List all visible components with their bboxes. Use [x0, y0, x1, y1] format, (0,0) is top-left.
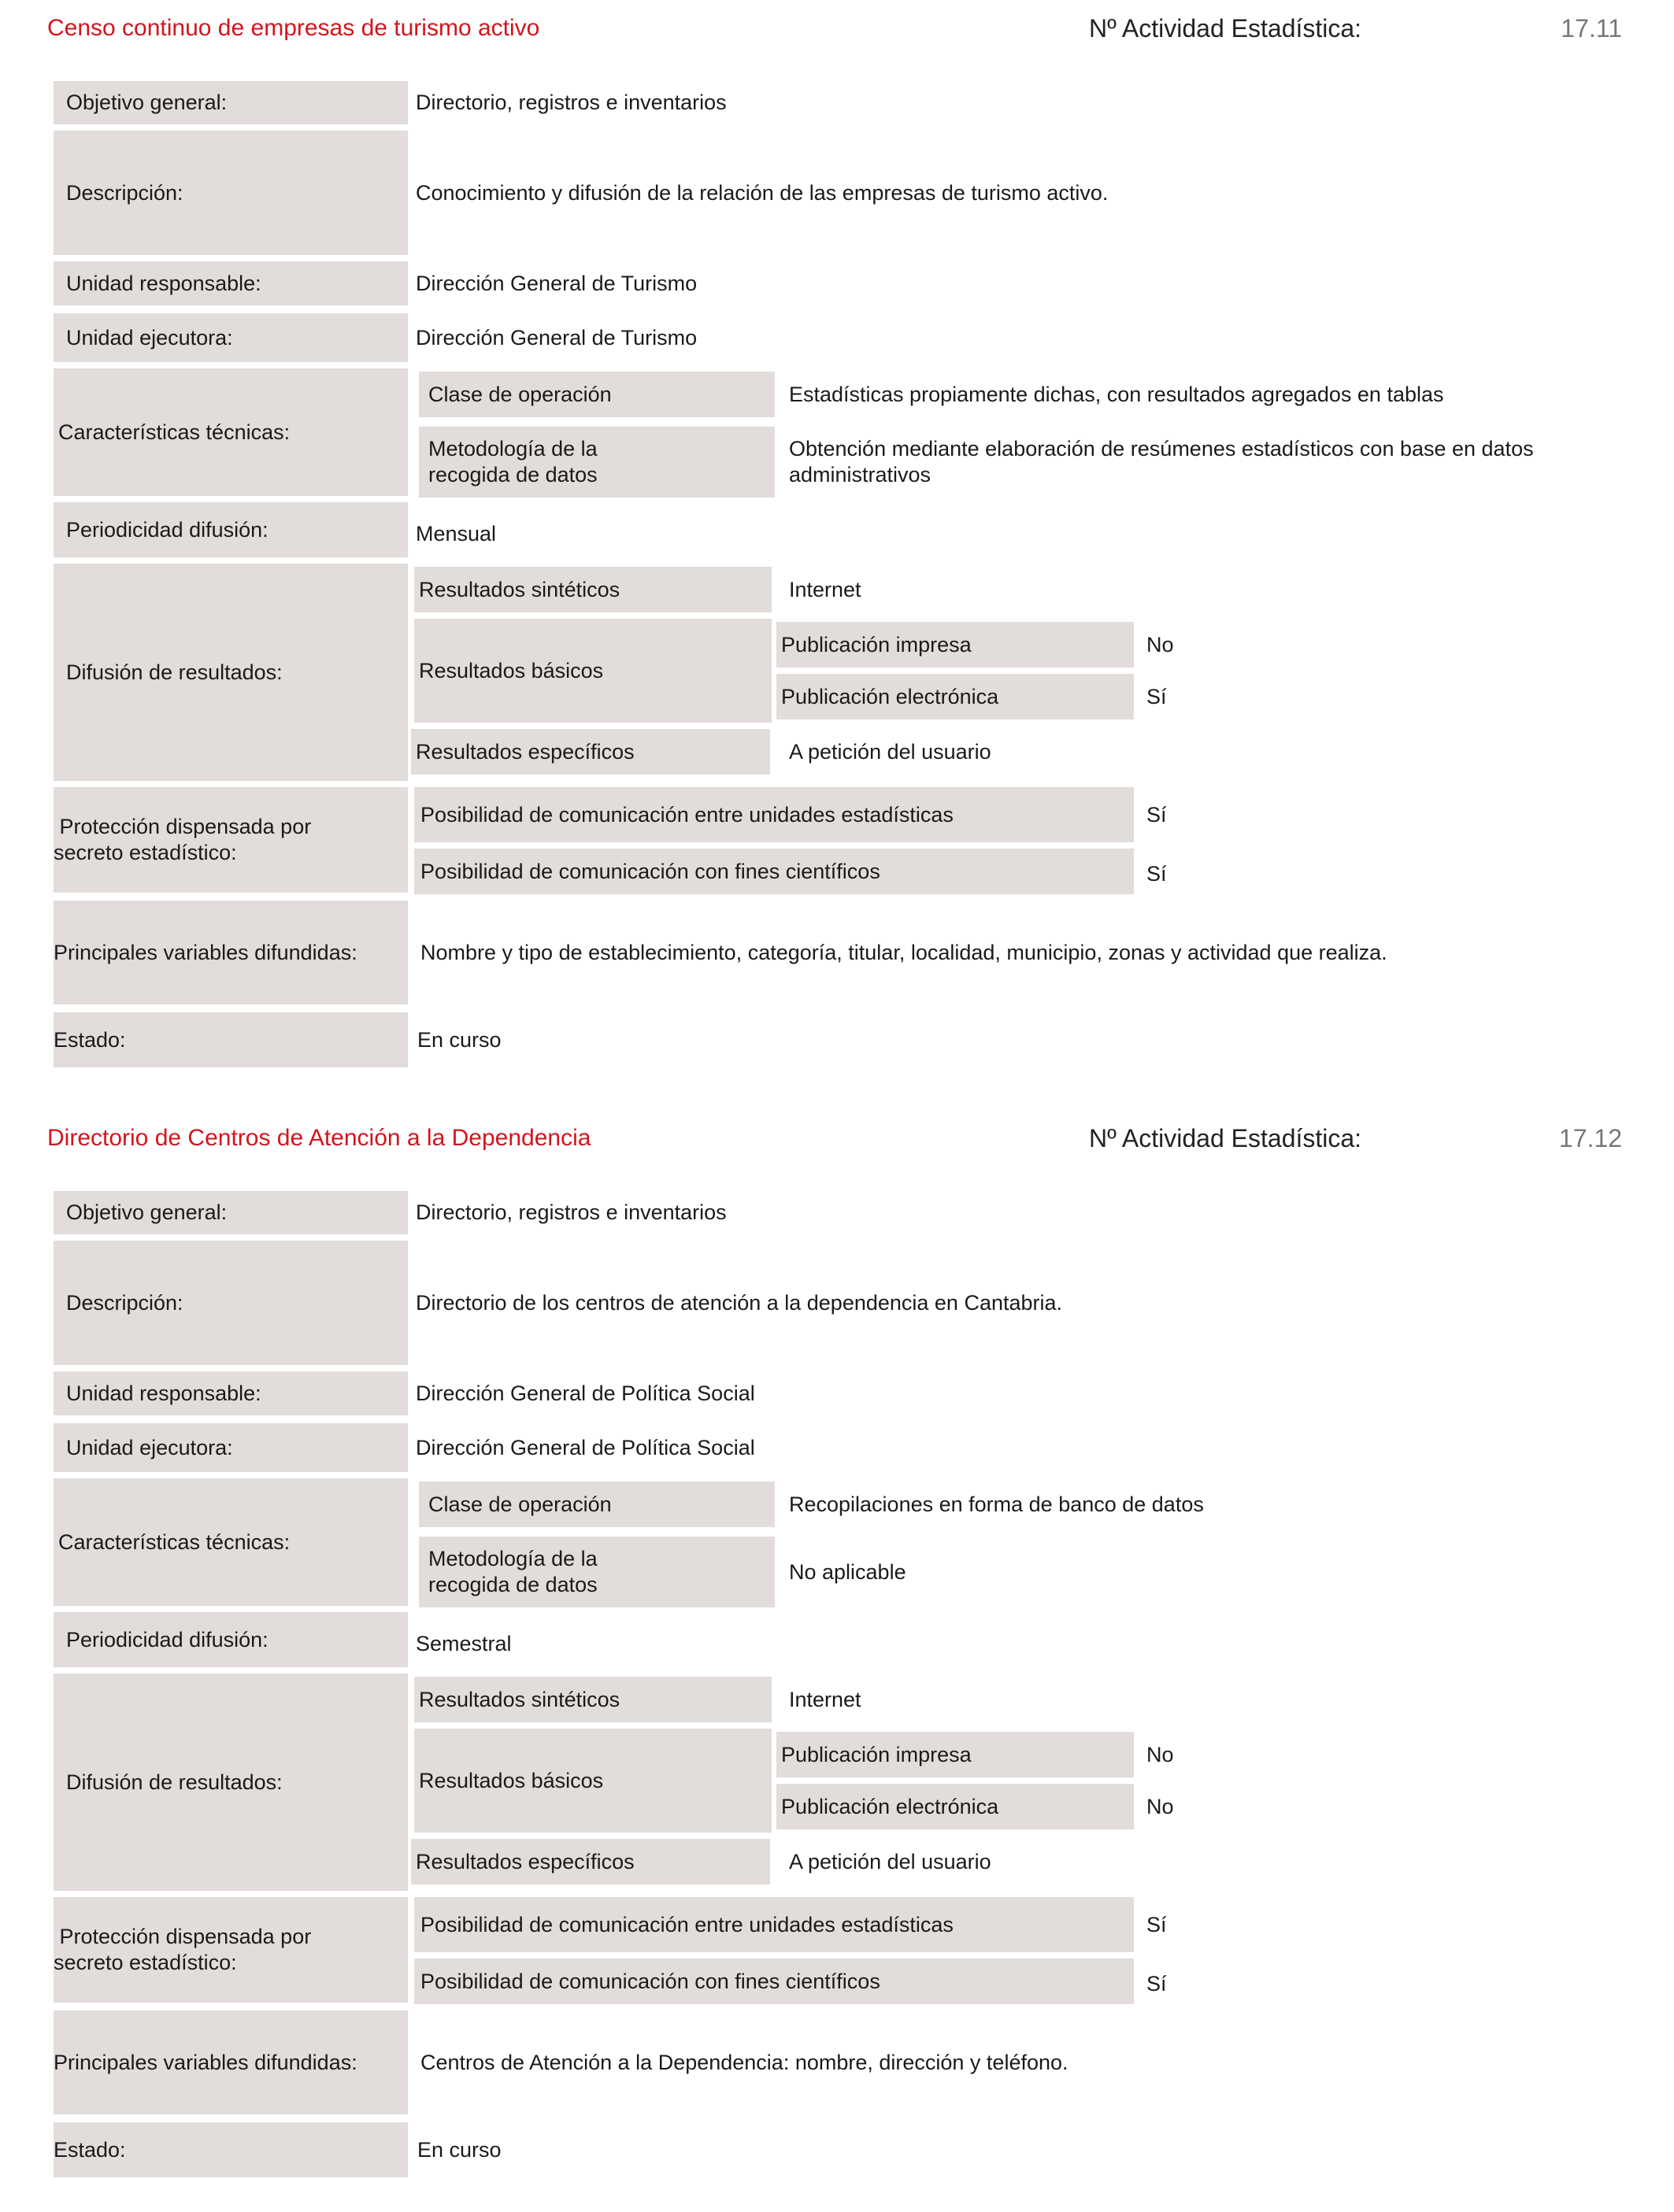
descripcion-label: Descripción: [54, 1241, 408, 1365]
descripcion-value: Conocimiento y difusión de la relación de las empresas de turismo activo. [416, 180, 1109, 205]
activity-title: Censo continuo de empresas de turismo activo [47, 15, 540, 41]
statistical-activity-record [0, 1110, 1674, 2212]
difusion-label: Difusión de resultados: [54, 564, 408, 781]
posibilidad-unidades-label: Posibilidad de comunicación entre unidades estadísticas [414, 1897, 1134, 1952]
estado-value: En curso [417, 2137, 502, 2162]
posibilidad-unidades-label: Posibilidad de comunicación entre unidades estadísticas [414, 787, 1134, 842]
clase-operacion-label: Clase de operación [419, 372, 775, 417]
clase-operacion-label: Clase de operación [419, 1481, 775, 1527]
metodologia-label: Metodología de la recogida de datos [419, 427, 775, 498]
sinteticos-value: Internet [789, 577, 861, 601]
posibilidad-cientificos-value: Sí [1146, 1971, 1167, 1996]
activity-number-label: Nº Actividad Estadística: [1089, 1124, 1362, 1152]
periodicidad-value: Mensual [416, 521, 497, 546]
caracteristicas-label: Características técnicas: [54, 1478, 408, 1606]
principales-label: Principales variables difundidas: [54, 2010, 408, 2114]
pub-electronica-value: No [1146, 1794, 1174, 1818]
unidad-responsable-label: Unidad responsable: [54, 261, 408, 305]
unidad-responsable-value: Dirección General de Política Social [416, 1381, 755, 1405]
metodologia-value: Obtención mediante elaboración de resúmenes estadísticos con base en datos administrativos [789, 437, 1534, 486]
basicos-label: Resultados básicos [414, 619, 772, 723]
estado-label: Estado: [54, 2122, 408, 2177]
pub-electronica-label: Publicación electrónica [776, 674, 1134, 719]
activity-number: 17.12 [1558, 1124, 1622, 1152]
objetivo-label: Objetivo general: [54, 81, 408, 124]
principales-value: Nombre y tipo de establecimiento, categoría, titular, localidad, municipio, zonas y actividad que realiza. [420, 940, 1387, 964]
principales-label: Principales variables difundidas: [54, 901, 408, 1004]
sinteticos-label: Resultados sintéticos [414, 567, 772, 612]
metodologia-label: Metodología de la recogida de datos [419, 1537, 775, 1607]
activity-title: Directorio de Centros de Atención a la Dependencia [47, 1125, 591, 1151]
objetivo-value: Directorio, registros e inventarios [416, 91, 727, 114]
periodicidad-value: Semestral [416, 1631, 512, 1655]
unidad-ejecutora-value: Dirección General de Turismo [416, 325, 698, 350]
activity-number: 17.11 [1561, 14, 1622, 43]
especificos-label: Resultados específicos [411, 729, 770, 775]
activity-number-label: Nº Actividad Estadística: [1089, 14, 1362, 43]
principales-value: Centros de Atención a la Dependencia: nombre, dirección y teléfono. [420, 2050, 1068, 2074]
statistical-activity-record [0, 0, 1674, 1102]
basicos-label: Resultados básicos [414, 1729, 772, 1833]
periodicidad-label: Periodicidad difusión: [54, 502, 408, 557]
caracteristicas-label: Características técnicas: [54, 368, 408, 496]
descripcion-label: Descripción: [54, 131, 408, 255]
especificos-value: A petición del usuario [789, 1849, 991, 1874]
posibilidad-cientificos-label: Posibilidad de comunicación con fines científicos [414, 849, 1134, 894]
unidad-ejecutora-value: Dirección General de Política Social [416, 1435, 755, 1459]
unidad-responsable-value: Dirección General de Turismo [416, 271, 698, 295]
pub-impresa-label: Publicación impresa [776, 622, 1134, 668]
proteccion-label: Protección dispensada por secreto estadístico: [54, 1897, 408, 2003]
periodicidad-label: Periodicidad difusión: [54, 1612, 408, 1667]
descripcion-value: Directorio de los centros de atención a la dependencia en Cantabria. [416, 1290, 1063, 1315]
sinteticos-value: Internet [789, 1687, 861, 1711]
unidad-ejecutora-label: Unidad ejecutora: [54, 1423, 408, 1472]
sinteticos-label: Resultados sintéticos [414, 1677, 772, 1722]
metodologia-value: No aplicable [789, 1559, 906, 1584]
pub-impresa-value: No [1146, 632, 1174, 657]
pub-electronica-value: Sí [1146, 684, 1167, 708]
estado-label: Estado: [54, 1012, 408, 1067]
unidad-ejecutora-label: Unidad ejecutora: [54, 313, 408, 362]
pub-electronica-label: Publicación electrónica [776, 1784, 1134, 1829]
estado-value: En curso [417, 1027, 502, 1052]
posibilidad-cientificos-value: Sí [1146, 861, 1167, 886]
objetivo-value: Directorio, registros e inventarios [416, 1200, 727, 1224]
clase-operacion-value: Estadísticas propiamente dichas, con resultados agregados en tablas [789, 382, 1444, 406]
objetivo-label: Objetivo general: [54, 1191, 408, 1234]
clase-operacion-value: Recopilaciones en forma de banco de datos [789, 1492, 1204, 1516]
proteccion-label: Protección dispensada por secreto estadístico: [54, 787, 408, 893]
posibilidad-cientificos-label: Posibilidad de comunicación con fines científicos [414, 1959, 1134, 2004]
pub-impresa-label: Publicación impresa [776, 1732, 1134, 1777]
especificos-label: Resultados específicos [411, 1839, 770, 1885]
unidad-responsable-label: Unidad responsable: [54, 1371, 408, 1415]
pub-impresa-value: No [1146, 1742, 1174, 1766]
difusion-label: Difusión de resultados: [54, 1674, 408, 1891]
posibilidad-unidades-value: Sí [1146, 1912, 1167, 1936]
especificos-value: A petición del usuario [789, 739, 991, 764]
posibilidad-unidades-value: Sí [1146, 802, 1167, 827]
